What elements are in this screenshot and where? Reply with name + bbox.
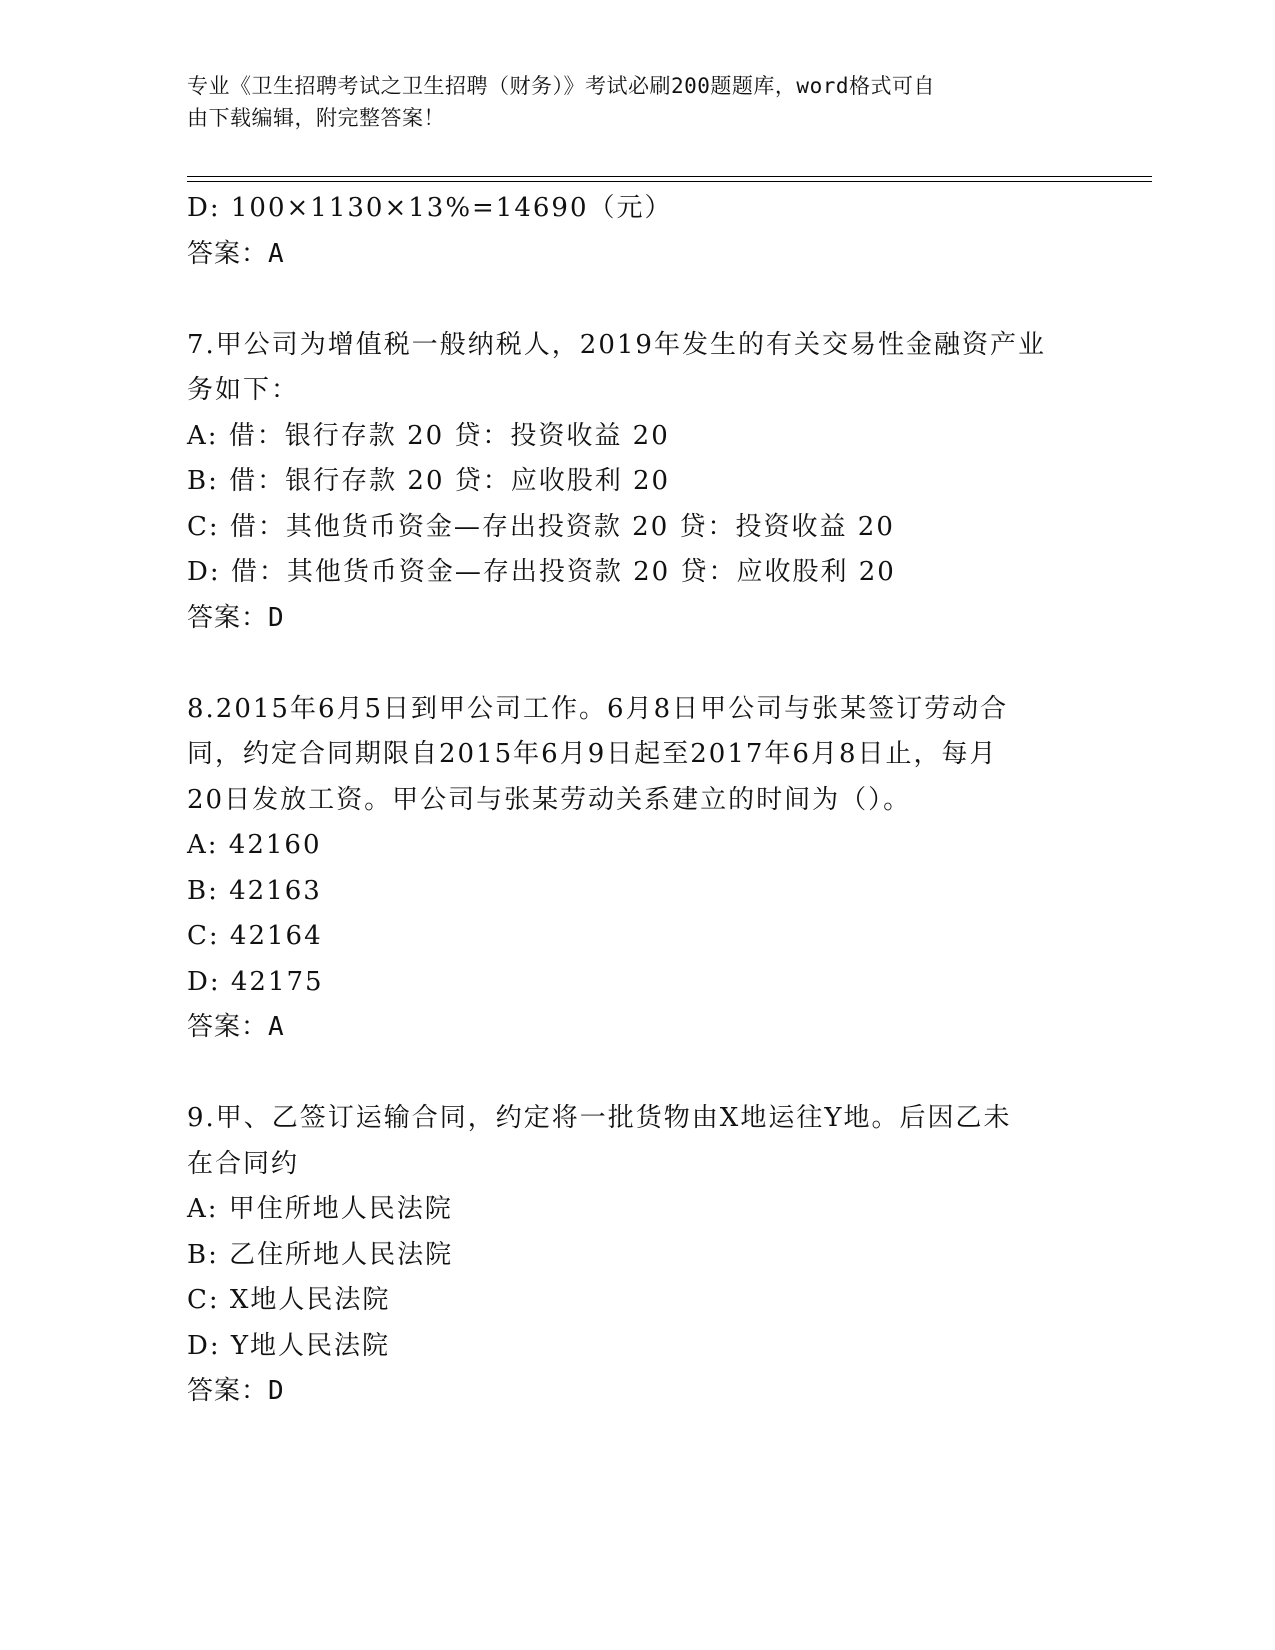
option-b: B: 乙住所地人民法院 (187, 1239, 454, 1270)
option-c: C: 42164 (187, 921, 323, 951)
option-a: A: 甲住所地人民法院 (187, 1194, 453, 1224)
option-d: D: 100×1130×13%=14690（元） (187, 193, 673, 223)
option-c: C: 借：其他货币资金—存出投资款 20 贷：投资收益 20 (187, 511, 895, 542)
document-body (187, 186, 1077, 1415)
answer-line: 答案：A (187, 238, 285, 269)
question-block-9 (187, 1096, 1077, 1415)
document-header (187, 70, 1077, 134)
question-text: 8.2015年6月5日到甲公司工作。6月8日甲公司与张某签订劳动合 (187, 693, 1009, 724)
answer-line: 答案：A (187, 1012, 285, 1042)
question-text: 20日发放工资。甲公司与张某劳动关系建立的时间为（）。 (187, 784, 912, 815)
option-d: D: 借：其他货币资金—存出投资款 20 贷：应收股利 20 (187, 557, 896, 587)
header-title-line-2: 由下载编辑，附完整答案！ (187, 106, 445, 130)
option-a: A: 借：银行存款 20 贷：投资收益 20 (187, 420, 670, 451)
header-divider-top (187, 176, 1152, 177)
question-text: 7.甲公司为增值税一般纳税人，2019年发生的有关交易性金融资产业 (187, 329, 1046, 360)
header-title-line-1: 专业《卫生招聘考试之卫生招聘（财务）》考试必刷200题题库，word格式可自 (187, 74, 935, 98)
option-c: C: X地人民法院 (187, 1285, 391, 1315)
question-block-8 (187, 687, 1077, 1051)
header-divider-bottom (187, 181, 1152, 182)
option-b: B: 借：银行存款 20 贷：应收股利 20 (187, 466, 671, 496)
option-d: D: Y地人民法院 (187, 1330, 391, 1361)
question-text: 在合同约 (187, 1148, 300, 1179)
spacer (187, 1051, 1077, 1097)
spacer (187, 277, 1077, 323)
spacer (187, 641, 1077, 687)
question-text: 同，约定合同期限自2015年6月9日起至2017年6月8日止，每月 (187, 739, 998, 769)
answer-line: 答案：D (187, 602, 285, 633)
answer-line: 答案：D (187, 1376, 285, 1406)
question-block-7 (187, 323, 1077, 642)
option-b: B: 42163 (187, 875, 322, 906)
question-text: 9.甲、乙签订运输合同，约定将一批货物由X地运往Y地。后因乙未 (187, 1103, 1012, 1133)
option-d: D: 42175 (187, 966, 324, 997)
option-a: A: 42160 (187, 830, 322, 860)
question-block-6 (187, 186, 1077, 277)
question-text: 务如下： (187, 375, 300, 405)
